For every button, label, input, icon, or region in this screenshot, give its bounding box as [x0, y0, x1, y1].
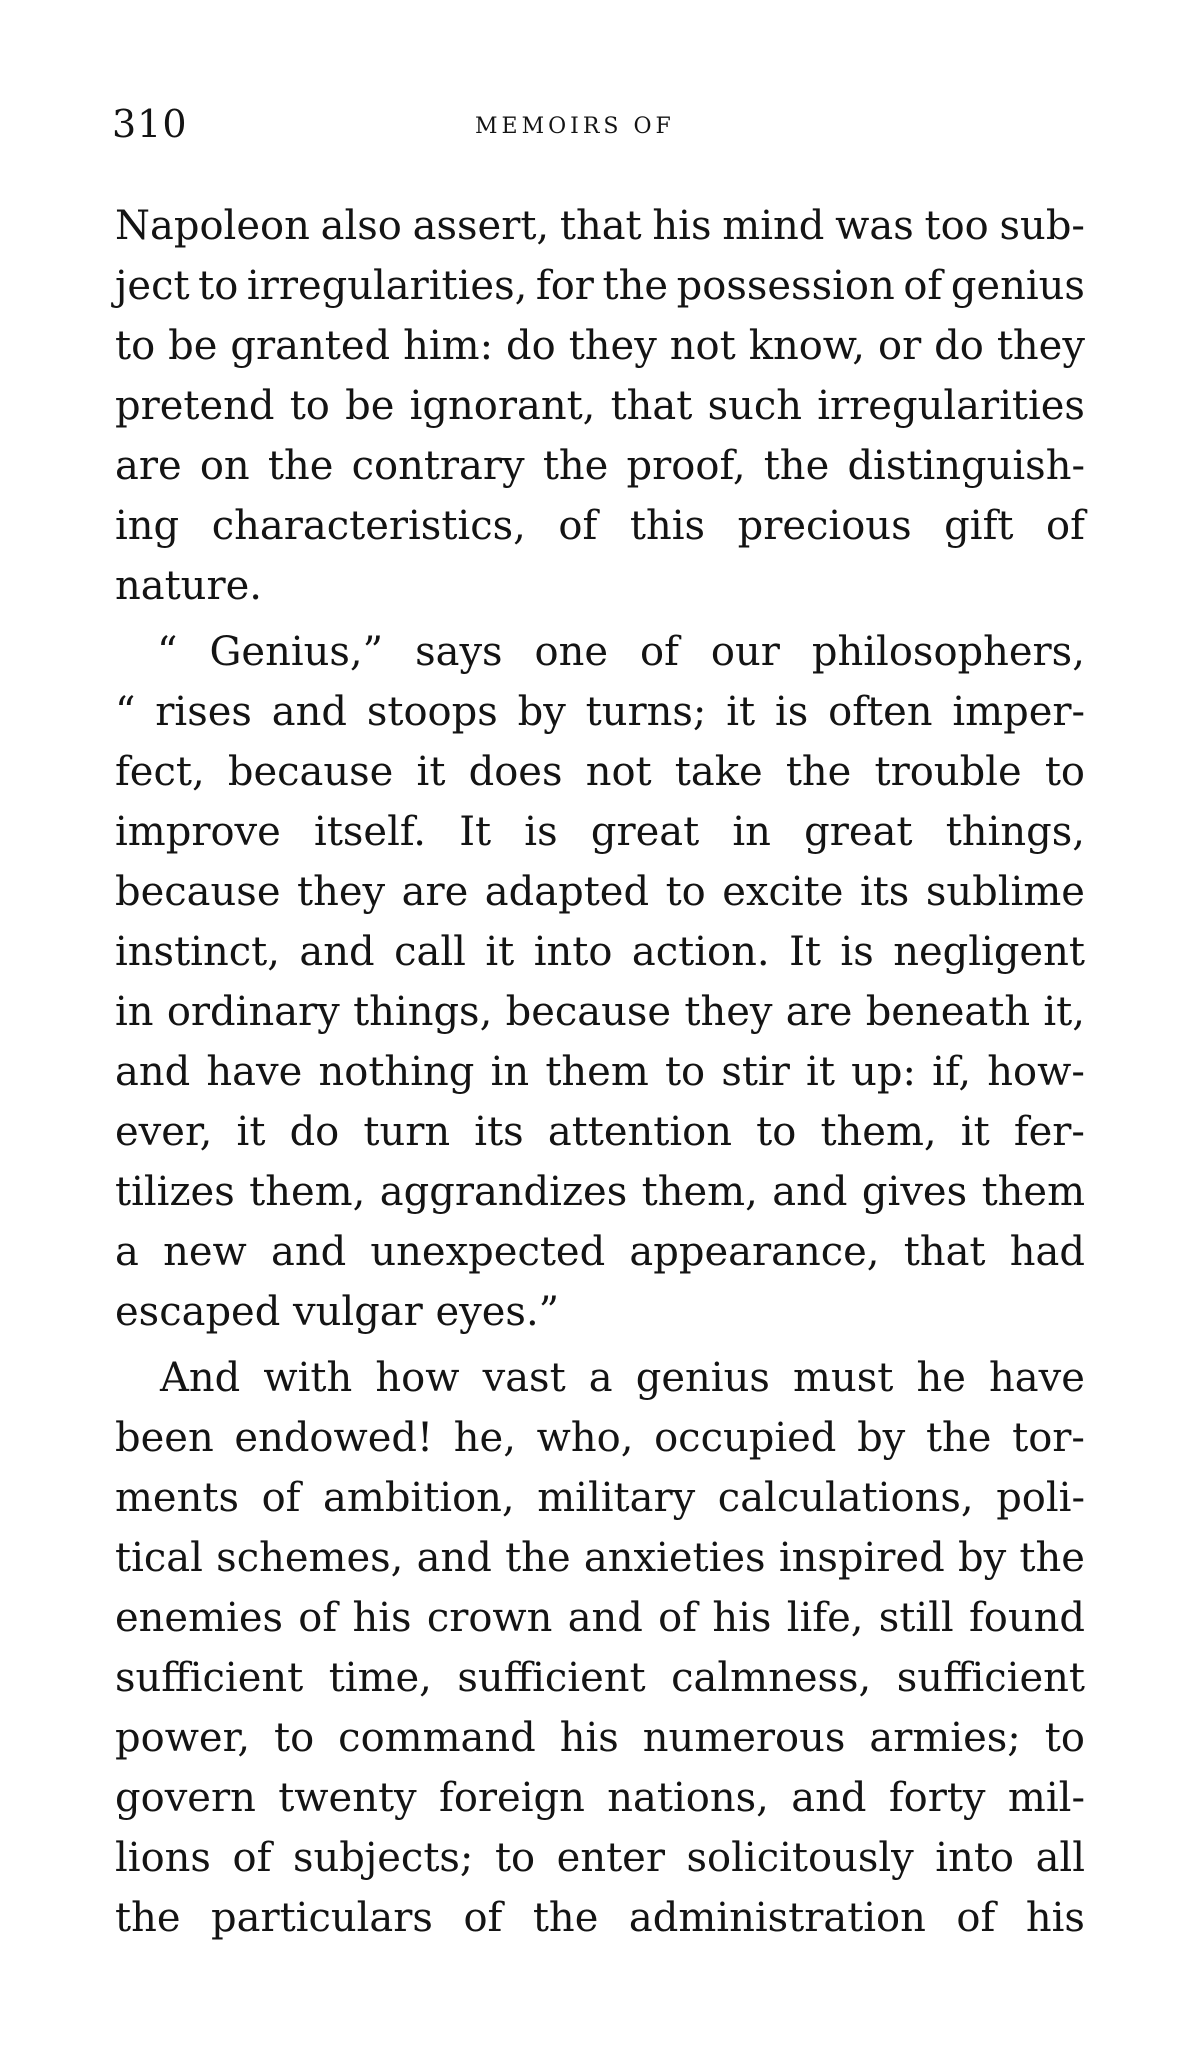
word: is [840, 929, 874, 975]
word: not [585, 749, 652, 795]
word: pretend [115, 383, 275, 429]
word: they [568, 323, 657, 369]
word: who, [536, 1415, 634, 1461]
word: power, [115, 1715, 251, 1761]
word: that [903, 1229, 986, 1275]
text-line [115, 1888, 1085, 1948]
word: up: [851, 1049, 916, 1095]
word: calmness, [671, 1655, 872, 1701]
word: imper- [952, 689, 1085, 735]
word: his [652, 203, 712, 249]
word: twenty [278, 1775, 417, 1821]
text-line: nature. [115, 563, 262, 609]
word: the [542, 443, 609, 489]
word: its [859, 869, 910, 915]
word: life, [786, 1595, 864, 1641]
word: nothing [318, 1049, 475, 1095]
word: stoops [366, 689, 498, 735]
word: inspired [778, 1535, 945, 1581]
word: of [558, 503, 598, 549]
word: the [785, 749, 852, 795]
word: forty [888, 1775, 986, 1821]
word: “ [115, 689, 136, 735]
word: often [828, 689, 933, 735]
word: foreign [439, 1775, 585, 1821]
word: granted [230, 323, 391, 369]
word: must [793, 1355, 894, 1401]
word: contrary [351, 443, 525, 489]
text-line [115, 1468, 1085, 1528]
word: to [664, 1049, 706, 1095]
word: it [236, 1109, 266, 1155]
word: such [707, 383, 803, 429]
word: particulars [211, 1895, 433, 1941]
word: of [232, 1835, 272, 1881]
word: in [732, 809, 771, 855]
word: still [878, 1595, 954, 1641]
word: and [299, 929, 375, 975]
word: poli- [996, 1475, 1085, 1521]
word: found [968, 1595, 1085, 1641]
word: too [924, 203, 989, 249]
word: was [835, 203, 914, 249]
word: new [163, 1229, 247, 1275]
word: the [763, 443, 830, 489]
word: irregularities, [246, 263, 528, 309]
word: have [206, 1049, 303, 1095]
word: ments [115, 1475, 239, 1521]
word: schemes, [216, 1535, 404, 1581]
word: a [588, 1355, 613, 1401]
page-number: 310 [112, 102, 188, 146]
text-line [115, 436, 1085, 496]
word: them, [820, 1109, 937, 1155]
word: by [957, 1535, 1007, 1581]
text-line [115, 1348, 1085, 1408]
word: ambition, [323, 1475, 515, 1521]
word: rises [155, 689, 252, 735]
text-line [115, 1408, 1085, 1468]
word: know, [748, 323, 865, 369]
word: the [925, 1415, 992, 1461]
word: solicitously [686, 1835, 914, 1881]
word: of [1046, 503, 1085, 549]
word: irregularities [817, 383, 1085, 429]
word: gives [861, 1169, 968, 1215]
word: endowed! [234, 1415, 434, 1461]
word: them [545, 1049, 649, 1095]
word: he, [453, 1415, 516, 1461]
word: philosophers, [811, 629, 1085, 675]
word: command [338, 1715, 536, 1761]
text-line [115, 742, 1085, 802]
word: occupied [654, 1415, 837, 1461]
word: and [270, 1229, 347, 1275]
word: a [115, 1229, 139, 1275]
word: of [640, 629, 679, 675]
word: to [1044, 1715, 1085, 1761]
word: vast [482, 1355, 566, 1401]
word: genius [635, 1355, 770, 1401]
word: him: [403, 323, 494, 369]
word: by [857, 1415, 906, 1461]
word: the [505, 1535, 571, 1581]
running-head: MEMOIRS OF [475, 114, 675, 139]
word: be [168, 323, 218, 369]
text-line [115, 1648, 1085, 1708]
word: how- [987, 1049, 1085, 1095]
word: to [115, 323, 156, 369]
word: do [506, 323, 556, 369]
word: fer- [1013, 1109, 1085, 1155]
word: its [474, 1109, 524, 1155]
text-line [115, 1708, 1085, 1768]
word: of [463, 1895, 503, 1941]
word: armies; [869, 1715, 1021, 1761]
word: enter [556, 1835, 665, 1881]
word: military [537, 1475, 696, 1521]
word: of [956, 1895, 996, 1941]
word: of [903, 263, 943, 309]
word: that [610, 383, 693, 429]
text-line [115, 1588, 1085, 1648]
word: action. [631, 929, 770, 975]
text-line [115, 922, 1085, 982]
word: It [459, 809, 492, 855]
word: in [115, 989, 154, 1035]
word: it, [1043, 989, 1085, 1035]
word: and [772, 1169, 848, 1215]
word: tilizes [115, 1169, 235, 1215]
word: to [1044, 749, 1085, 795]
word: the [602, 263, 669, 309]
word: had [1009, 1229, 1085, 1275]
word: of [658, 1595, 698, 1641]
word: Napoleon [115, 203, 310, 249]
text-line [115, 1528, 1085, 1588]
word: adapted [484, 869, 650, 915]
text-line: escaped vulgar eyes.” [115, 1289, 560, 1335]
word: because [115, 869, 281, 915]
word: instinct, [115, 929, 280, 975]
text-line [115, 982, 1085, 1042]
word: they [996, 323, 1085, 369]
word: on [199, 443, 250, 489]
word: with [263, 1355, 353, 1401]
word: is [774, 689, 809, 735]
text-line [115, 802, 1085, 862]
word: ever, [115, 1109, 213, 1155]
word: great [804, 809, 913, 855]
word: not [669, 323, 736, 369]
word: excite [722, 869, 844, 915]
word: it [726, 689, 756, 735]
word: also [320, 203, 402, 249]
word: itself. [314, 809, 426, 855]
body-text [115, 196, 1085, 1948]
text-line [115, 496, 1085, 556]
word: for [535, 263, 594, 309]
word: negligent [893, 929, 1085, 975]
text-line [115, 1102, 1085, 1162]
word: if, [932, 1049, 972, 1095]
word: sufficient [457, 1655, 646, 1701]
word: he [916, 1355, 966, 1401]
word: numerous [642, 1715, 846, 1761]
word: calculations, [717, 1475, 974, 1521]
word: or [877, 323, 922, 369]
word: lions [115, 1835, 211, 1881]
word: attention [547, 1109, 732, 1155]
word: how [375, 1355, 460, 1401]
word: things, [945, 809, 1085, 855]
word: all [1035, 1835, 1085, 1881]
word: the [115, 1895, 181, 1941]
word: of [261, 1475, 301, 1521]
word: says [415, 629, 503, 675]
text-line [115, 1222, 1085, 1282]
word: genius [950, 263, 1085, 309]
word: “ [157, 629, 178, 675]
word: are [785, 989, 853, 1035]
word: his [1025, 1895, 1085, 1941]
word: them, [249, 1169, 366, 1215]
word: And [160, 1355, 241, 1401]
word: anxieties [583, 1535, 766, 1581]
word: by [517, 689, 566, 735]
word: into [533, 929, 613, 975]
word: aggrandizes [379, 1169, 628, 1215]
text-line [115, 256, 1085, 316]
word: does [468, 749, 563, 795]
word: to [198, 263, 239, 309]
word: that [559, 203, 642, 249]
word: his [559, 1715, 619, 1761]
word: they [297, 869, 386, 915]
word: characteristics, [211, 503, 526, 549]
word: fect, [115, 749, 205, 795]
word: enemies [115, 1595, 284, 1641]
word: to [756, 1109, 797, 1155]
word: them, [641, 1169, 758, 1215]
word: are [401, 869, 469, 915]
word: the [267, 443, 334, 489]
word: this [629, 503, 706, 549]
word: Genius,” [209, 629, 384, 675]
word: is [524, 809, 558, 855]
word: be [345, 383, 395, 429]
word: and [791, 1775, 867, 1821]
word: to [274, 1715, 315, 1761]
word: appearance, [629, 1229, 880, 1275]
word: his [352, 1595, 412, 1641]
word: sub- [999, 203, 1085, 249]
word: and [567, 1595, 643, 1641]
word: improve [115, 809, 281, 855]
word: it [485, 929, 515, 975]
text-line [115, 622, 1085, 682]
word: do [934, 323, 984, 369]
word: unexpected [370, 1229, 606, 1275]
text-line [115, 376, 1085, 436]
text-line [115, 316, 1085, 376]
text-line [115, 1162, 1085, 1222]
word: stir [721, 1049, 790, 1095]
word: one [534, 629, 609, 675]
word: It [789, 929, 821, 975]
word: they [684, 989, 773, 1035]
word: turns; [585, 689, 707, 735]
word: the [532, 1895, 599, 1941]
word: it [806, 1049, 835, 1095]
text-line [115, 1828, 1085, 1888]
word: gift [944, 503, 1014, 549]
text-line [115, 682, 1085, 742]
word: beneath [865, 989, 1031, 1035]
word: to [289, 383, 330, 429]
word: time, [328, 1655, 432, 1701]
word: because [227, 749, 394, 795]
word: distinguish- [847, 443, 1085, 489]
word: the [1019, 1535, 1085, 1581]
word: into [935, 1835, 1015, 1881]
word: crown [426, 1595, 553, 1641]
word: of [298, 1595, 338, 1641]
word: ing [115, 503, 180, 549]
word: to [494, 1835, 536, 1881]
word: and [115, 1049, 191, 1095]
word: turn [363, 1109, 451, 1155]
word: it [960, 1109, 990, 1155]
word: tor- [1012, 1415, 1085, 1461]
word: mind [722, 203, 825, 249]
word: proof, [626, 443, 746, 489]
word: it [416, 749, 446, 795]
word: things, [353, 989, 493, 1035]
word: ject [115, 263, 190, 309]
text-line [115, 1042, 1085, 1102]
word: govern [115, 1775, 256, 1821]
text-line [115, 1768, 1085, 1828]
word: ignorant, [409, 383, 596, 429]
word: in [490, 1049, 530, 1095]
word: tical [115, 1535, 203, 1581]
word: his [712, 1595, 772, 1641]
text-line [115, 862, 1085, 922]
word: do [289, 1109, 340, 1155]
word: nations, [607, 1775, 769, 1821]
word: sublime [925, 869, 1085, 915]
word: take [674, 749, 763, 795]
word: our [710, 629, 780, 675]
word: and [271, 689, 347, 735]
word: administration [628, 1895, 926, 1941]
word: precious [737, 503, 912, 549]
word: assert, [412, 203, 550, 249]
word: call [394, 929, 466, 975]
text-line [115, 196, 1085, 256]
word: to [665, 869, 706, 915]
word: subjects; [292, 1835, 474, 1881]
word: sufficient [896, 1655, 1085, 1701]
word: mil- [1007, 1775, 1085, 1821]
word: great [590, 809, 700, 855]
word: been [115, 1415, 214, 1461]
word: because [505, 989, 672, 1035]
word: are [115, 443, 182, 489]
word: possession [676, 263, 895, 309]
word: have [989, 1355, 1085, 1401]
word: and [416, 1535, 492, 1581]
word: ordinary [166, 989, 340, 1035]
word: sufficient [115, 1655, 304, 1701]
word: trouble [874, 749, 1022, 795]
word: them [981, 1169, 1085, 1215]
